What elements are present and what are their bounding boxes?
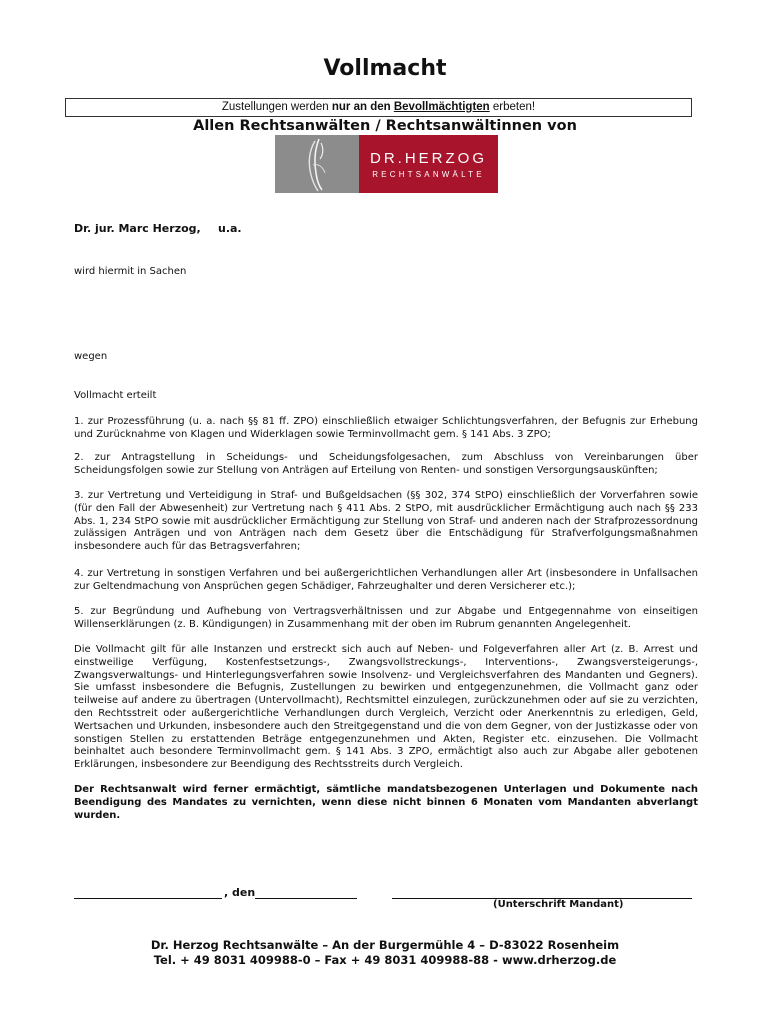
- logo-figure-icon: [275, 135, 359, 193]
- item-4: 4. zur Vertretung in sonstigen Verfahren und bei außergerichtlichen Verhandlungen aller Art (insbesondere in Unfallsachen zur Geltendmachung von Ansprüchen gegen Schädiger, Fahrzeughalter und deren Versicherer etc.);: [74, 568, 698, 592]
- document-title: Vollmacht: [323, 56, 447, 81]
- logo-name: DR.HERZOG: [370, 149, 487, 167]
- general-paragraph: Die Vollmacht gilt für alle Instanzen und erstreckt sich auch auf Neben- und Folgeverfahren aller Art (z. B. Arrest und einstweilige Verfügung, Kostenfestsetzungs-, Zwangsvollstreckungs-, Interventions-, Zwangsversteigerungs-, Zwangsverwaltungs- und Hinterlegungsverfahren sowie Insolvenz- und Vergleichsverfahren des Mandanten und Gegners). Sie umfasst insbesondere die Befugnis, Zustellungen zu bewirken und entgegenzunehmen, die Vollmacht ganz oder teilweise auf andere zu übertragen (Untervollmacht), Rechtsmittel einzulegen, zurückzunehmen oder auf sie zu verzichten, den Rechtsstreit oder außergerichtliche Verhandlungen durch Vergleich, Verzicht oder Anerkenntnis zu erledigen, Geld, Wertsachen und Urkunden, insbesondere auch den Streitgegenstand und die von dem Gegner, von der Justizkasse oder von sonstigen Stellen zu erstattenden Beträge entgegenzunehmen und Akten, Register etc. einzusehen. Die Vollmacht beinhaltet auch besondere Terminvollmacht gem. § 141 Abs. 3 ZPO, ermächtigt also auch zur Abgabe aller gebotenen Erklärungen, insbesondere zur Beendigung des Rechtsstreits durch Vergleich.: [74, 644, 698, 771]
- logo-wordmark: [359, 135, 498, 193]
- item-3: 3. zur Vertretung und Verteidigung in Straf- und Bußgeldsachen (§§ 302, 374 StPO) einschließlich der Vorverfahren sowie (für den Fall der Abwesenheit) zur Vertretung nach § 411 Abs. 2 StPO, mit ausdrücklicher Ermächtigung auch nach §§ 233 Abs. 1, 234 StPO sowie mit ausdrücklicher Ermächtigung zur Stellung von Straf- und anderen nach der Strafprozessordnung zulässigen Anträgen und von Anträgen nach dem Gesetz über die Entschädigung für Strafverfolgungsmaßnahmen insbesondere auch für das Betragsverfahren;: [74, 490, 698, 553]
- vollmacht-erteilt-label: Vollmacht erteilt: [74, 390, 157, 401]
- footer-contact: Tel. + 49 8031 409988-0 – Fax + 49 8031 409988-88 - www.drherzog.de: [153, 953, 617, 967]
- notice-emphasis-prefix: nur an den: [331, 101, 394, 113]
- notice-emphasis: [332, 101, 490, 113]
- place-line: [74, 898, 222, 899]
- notice-text-after: erbeten!: [489, 101, 536, 113]
- sachen-label: wird hiermit in Sachen: [74, 266, 187, 277]
- item-1: 1. zur Prozessführung (u. a. nach §§ 81 ff. ZPO) einschließlich etwaiger Schlichtungsverfahren, der Befugnis zur Erhebung und Zurücknahme von Klagen und Widerklagen sowie Terminvollmacht gem. § 141 Abs. 3 ZPO;: [74, 416, 698, 440]
- date-label: , den: [224, 886, 256, 899]
- notice-emphasis-underlined: Bevollmächtigten: [393, 101, 490, 113]
- notice-text-before: Zustellungen werden: [221, 101, 332, 113]
- lawyer-ua: u.a.: [218, 222, 242, 235]
- firm-logo: [275, 135, 498, 193]
- delivery-notice: [65, 98, 692, 117]
- footer-address: Dr. Herzog Rechtsanwälte – An der Burgermühle 4 – D-83022 Rosenheim: [150, 938, 620, 952]
- document-subtitle: Allen Rechtsanwälten / Rechtsanwältinnen von: [193, 118, 577, 134]
- destruction-clause: Der Rechtsanwalt wird ferner ermächtigt, sämtliche mandatsbezogenen Unterlagen und Dokumente nach Beendigung des Mandates zu vernichten, wenn diese nicht binnen 6 Monaten vom Mandanten abverlangt wurden.: [74, 784, 698, 821]
- wegen-label: wegen: [74, 351, 108, 362]
- date-line: [255, 898, 357, 899]
- item-5: 5. zur Begründung und Aufhebung von Vertragsverhältnissen und zur Abgabe und Entgegennahme von einseitigen Willenserklärungen (z. B. Kündigungen) in Zusammenhang mit der oben im Rubrum genannten Angelegenheit.: [74, 606, 698, 630]
- logo-subtitle: RECHTSANWÄLTE: [372, 169, 485, 179]
- signature-label: (Unterschrift Mandant): [493, 899, 624, 910]
- lawyer-name: Dr. jur. Marc Herzog,: [74, 222, 201, 235]
- item-2: 2. zur Antragstellung in Scheidungs- und Scheidungsfolgesachen, zum Abschluss von Vereinbarungen über Scheidungsfolgen sowie zur Stellung von Anträgen auf Erteilung von Renten- und sonstigen Versorgungsauskünften;: [74, 452, 698, 476]
